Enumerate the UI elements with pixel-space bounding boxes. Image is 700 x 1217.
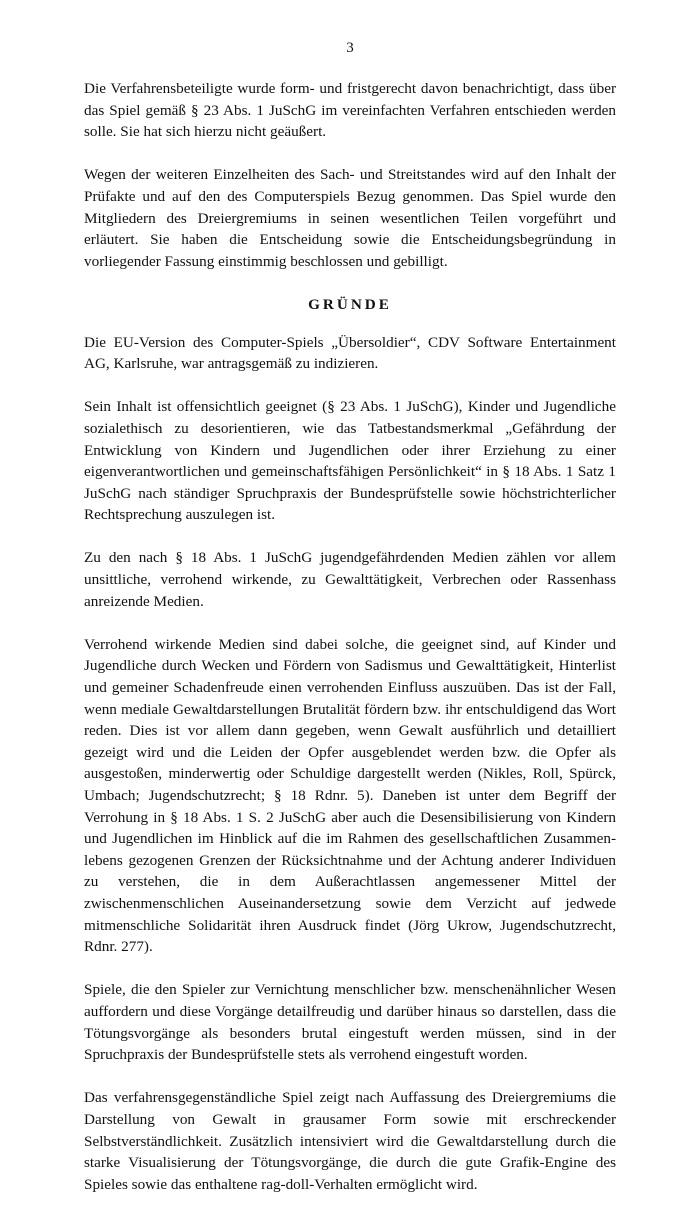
paragraph-harmful-media-definition: Zu den nach § 18 Abs. 1 JuSchG jugendgefährdenden Medien zählen vor allem unsittliche, verrohend wirkende, zu Gewalttätigkeit, Verbrechen oder Rassenhass anreizende Medien. [84,549,616,610]
paragraph-notification: Die Verfahrensbeteiligte wurde form- und fristgerecht davon benachrichtigt, dass über das Spiel gemäß § 23 Abs. 1 JuSchG im vereinfachten Verfahren entschieden werden solle. Sie hat sich hierzu nicht geäußert. [84,80,616,141]
section-heading-gruende: GRÜNDE [308,295,392,313]
document-body [84,78,616,1217]
paragraph-indexing-decision: Die EU-Version des Computer-Spiels „Übersoldier“, CDV Software Entertainment AG, Karlsruhe, war antragsgemäß zu indizieren. [84,333,616,373]
page-number: 3 [346,40,354,56]
paragraph-game-assessment: Das verfahrensgegenständliche Spiel zeigt nach Auffassung des Dreiergremiums die Darstellung von Gewalt in grausamer Form sowie mit erschreckender Selbstverständlichkeit. Zusätzlich intensiviert wird die Gewaltdarstellung durch die starke Visualisierung der Tötungsvorgänge, die durch die gute Grafik-Engine des Spieles sowie das enthaltene rag-doll-Verhalten ermöglicht wird. [84,1089,616,1193]
paragraph-social-ethical-disorientation: Sein Inhalt ist offensichtlich geeignet (§ 23 Abs. 1 JuSchG), Kinder und Jugendliche sozialethisch zu desorientieren, wie das Tatbestandsmerkmal „Gefährdung der Entwicklung von Kindern und Jugendlichen oder ihrer Erziehung zu einer eigenverantwortlichen und gemeinschaftsfähigen Persönlichkeit“ in § 18 Abs. 1 Satz 1 JuSchG nach ständiger Spruchpraxis der Bundesprüfstelle sowie höchstrichterlicher Rechtsprechung auszulegen ist. [84,398,616,524]
paragraph-case-details: Wegen der weiteren Einzelheiten des Sach- und Streitstandes wird auf den Inhalt der Prüfakte und auf den des Computerspiels Bezug genommen. Das Spiel wurde den Mitgliedern des Dreiergremiums in seinen wesentlichen Teilen vorgeführt und erläutert. Sie haben die Entscheidung sowie die Entscheidungsbegründung in vorliegender Fassung einstimmig beschlossen und gebilligt. [84,166,616,270]
paragraph-brutalizing-media: Verrohend wirkende Medien sind dabei solche, die geeignet sind, auf Kinder und Jugendliche durch Wecken und Fördern von Sadismus und Gewalttätigkeit, Hinterlist und gemeiner Schadenfreude einen verrohenden Einfluss auszuüben. Das ist der Fall, wenn mediale Gewaltdarstellungen Brutalität fördern bzw. ihr entschuldigend das Wort reden. Dies ist vor allem dann gegeben, wenn Gewalt ausführlich und detailliert gezeigt wird und die Leiden der Opfer ausgeblendet werden bzw. die Opfer als ausgestoßen, minderwertig oder Schuldige dargestellt werden (Nikles, Roll, Spürck, Umbach; Jugendschutzrecht; § 18 Rdnr. 5). Daneben ist unter dem Begriff der Verrohung in § 18 Abs. 1 S. 2 JuSchG aber auch die Desensibilisierung von Kindern und Jugendlichen im Hinblick auf die im Rahmen des gesellschaftlichen Zusammenlebens gezogenen Grenzen der Rücksichtnahme und der Achtung anderer Individuen zu verstehen, die in dem Außerachtlassen angemessener Mittel der zwischenmenschlichen Auseinandersetzung sowie dem Verzicht auf jedwede mitmenschliche Solidarität ihren Ausdruck findet (Jörg Ukrow, Jugendschutzrecht, Rdnr. 277). [84,635,616,956]
paragraph-killing-games: Spiele, die den Spieler zur Vernichtung menschlicher bzw. menschenähnlicher Wesen auffordern und diese Vorgänge detailfreudig und darüber hinaus so darstellen, dass die Tötungsvorgänge als besonders brutal eingestuft werden müssen, sind in der Spruchpraxis der Bundesprüfstelle stets als verrohend eingestuft worden. [84,981,616,1064]
